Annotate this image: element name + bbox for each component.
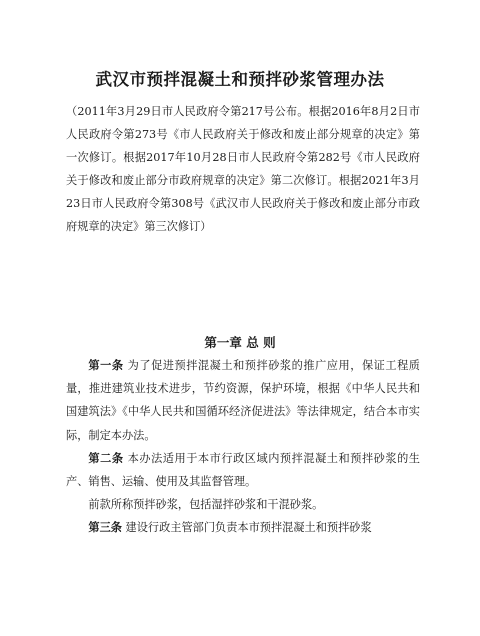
article-number: 第一条 bbox=[88, 359, 124, 372]
document-title: 武汉市预拌混凝土和预拌砂浆管理办法 bbox=[95, 70, 385, 89]
article-text: 本办法适用于本市行政区域内预拌混凝土和预拌砂浆的生产、销售、运输、使用及其监督管理。 bbox=[66, 451, 420, 489]
article-2-paragraph-2 bbox=[66, 493, 420, 516]
chapter-heading: 第一章 总 则 bbox=[204, 335, 276, 350]
article-number: 第二条 bbox=[88, 451, 124, 465]
article-number: 第三条 bbox=[88, 521, 122, 535]
chapter-body bbox=[66, 354, 420, 540]
article-2 bbox=[66, 447, 420, 493]
article-text: 建设行政主管部门负责本市预拌混凝土和预拌砂浆 bbox=[125, 521, 372, 535]
article-text: 前款所称预拌砂浆，包括湿拌砂浆和干混砂浆。 bbox=[88, 498, 324, 512]
revision-history: （2011年3月29日市人民政府令第217号公布。根据2016年8月2日市人民政府令第273号《市人民政府关于修改和废止部分规章的决定》第一次修订。根据2017年10月28日市人民政府令第282号《市人民政府关于修改和废止部分市政府规章的决定》第二次修订。根据2021年3月23日市人民政府令第308号《武汉市人民政府关于修改和废止部分市政府规章的决定》第三次修订） bbox=[66, 105, 420, 233]
article-3 bbox=[66, 516, 420, 539]
article-1 bbox=[66, 354, 420, 447]
article-text: 为了促进预拌混凝土和预拌砂浆的推广应用，保证工程质量，推进建筑业技术进步，节约资源，保护环境，根据《中华人民共和国建筑法》《中华人民共和国循环经济促进法》等法律规定，结合本市实际，制定本办法。 bbox=[66, 359, 420, 442]
